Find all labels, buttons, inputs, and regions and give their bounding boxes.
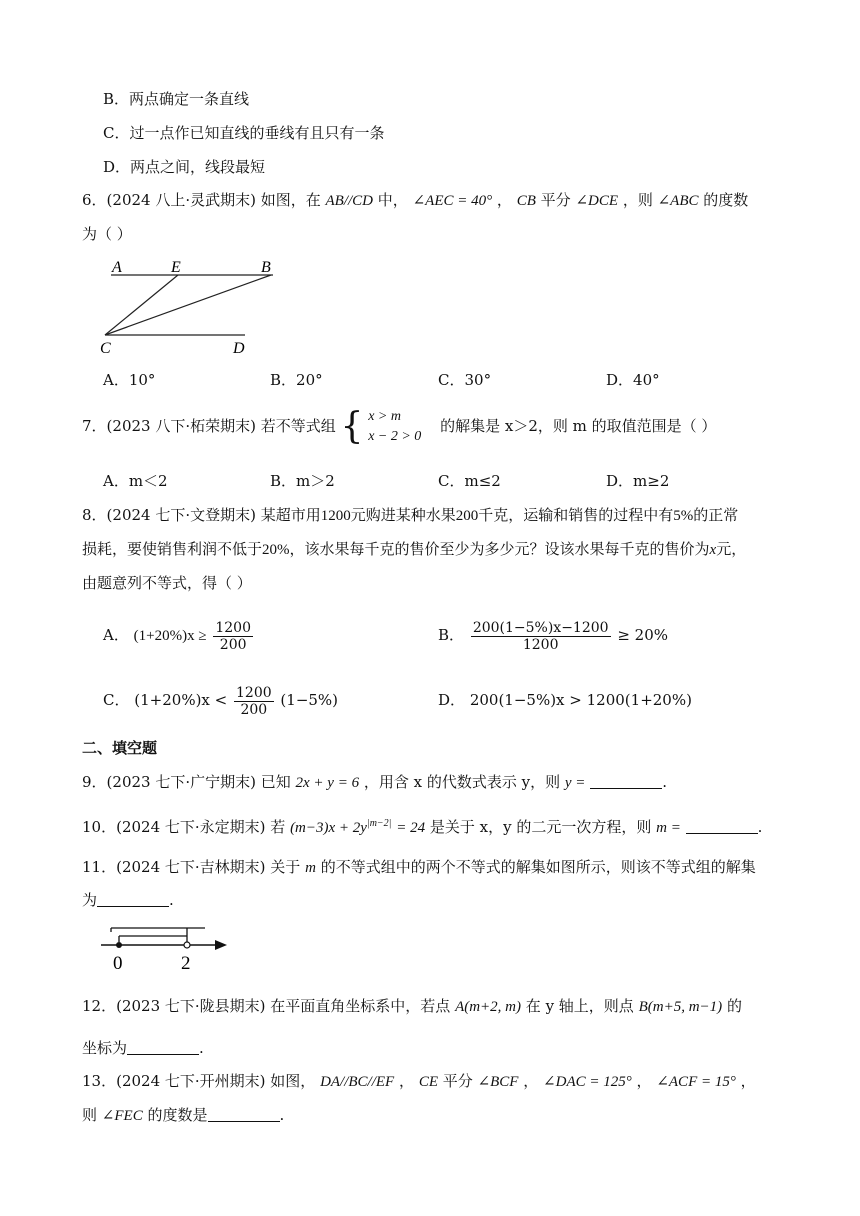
- q8-option-d: D． 200(1−5%)x > 1200(1+20%): [438, 691, 692, 709]
- q6-stem-line2: 为（ ）: [82, 225, 132, 243]
- q7-stem: 7．(2023 八下·柘荣期末) 若不等式组 { x > m x − 2 > 0 的解集是 x＞2，则 m 的取值范围是（ ）: [82, 406, 717, 447]
- section-title: 二、填空题: [82, 739, 158, 757]
- fraction: $\frac{1200}{200}$: [236, 684, 272, 718]
- q5-option-c: C．过一点作已知直线的垂线有且只有一条: [103, 124, 385, 142]
- q6-label-a: A: [112, 259, 122, 276]
- answer-blank[interactable]: [208, 1107, 280, 1122]
- q6-stem-line1: 6．(2024 八上·灵武期末) 如图，在 AB//CD 中， ∠AEC = 40° ， CB 平分 ∠DCE ，则 ∠ABC 的度数: [82, 191, 749, 209]
- q6-option-c: C．30°: [438, 371, 492, 389]
- q6-label-b: B: [261, 259, 271, 276]
- q13-stem-line2: 则 ∠FEC 的度数是 .: [82, 1106, 285, 1124]
- fraction: $\frac{1200}{200}$: [215, 619, 251, 653]
- tick-label-0: 0: [113, 953, 123, 972]
- q13-stem-line1: 13．(2024 七下·开州期末) 如图， DA//BC//EF ， CE 平分 ∠BCF ， ∠DAC = 125° ， ∠ACF = 15° ，: [82, 1072, 756, 1090]
- q9-stem: 9．(2023 七下·广宁期末) 已知 2x + y = 6 ，用含 x 的代数式表示 y，则 y = .: [82, 773, 667, 791]
- q6-option-a: A．10°: [103, 371, 156, 389]
- q7-option-d: D．m≥2: [606, 472, 670, 490]
- q6-figure: [95, 255, 285, 357]
- q7-option-a: A．m＜2: [103, 472, 168, 490]
- q5-option-d: D．两点之间，线段最短: [103, 158, 266, 176]
- q6-label-d: D: [233, 340, 245, 357]
- q8-option-c: C． (1+20%)x < $\frac{1200}{200}$ (1−5%): [103, 684, 339, 718]
- q8-stem-line3: 由题意列不等式，得（ ）: [82, 574, 252, 592]
- q8-stem-line2: 损耗，要使销售利润不低于20%，该水果每千克的售价至少为多少元？设该水果每千克的售价为x元，: [82, 540, 747, 558]
- tick-label-2: 2: [181, 953, 191, 972]
- q11-stem-line1: 11．(2024 七下·吉林期末) 关于 m 的不等式组中的两个不等式的解集如图所示，则该不等式组的解集: [82, 858, 756, 876]
- q6-option-d: D．40°: [606, 371, 660, 389]
- q7-option-b: B．m＞2: [270, 472, 335, 490]
- q11-number-line: [95, 918, 235, 972]
- fraction: $\frac{200(1-5\%)x-1200}{1200}$: [472, 619, 609, 653]
- q8-option-a: A． (1+20%)x ≥ $\frac{1200}{200}$: [103, 619, 251, 653]
- q6-label-e: E: [171, 259, 181, 276]
- q5-option-b: B．两点确定一条直线: [103, 90, 250, 108]
- q8-stem-line1: 8．(2024 七下·文登期末) 某超市用1200元购进某种水果200千克，运输和销售的过程中有5%的正常: [82, 506, 739, 524]
- answer-blank[interactable]: [590, 774, 662, 789]
- q7-option-c: C．m≤2: [438, 472, 501, 490]
- q6-option-b: B．20°: [270, 371, 323, 389]
- q12-stem-line2: 坐标为 .: [82, 1039, 204, 1057]
- answer-blank[interactable]: [127, 1040, 199, 1055]
- q12-stem-line1: 12．(2023 七下·陇县期末) 在平面直角坐标系中，若点 A(m+2, m) 在 y 轴上，则点 B(m+5, m−1) 的: [82, 997, 742, 1015]
- answer-blank[interactable]: [686, 819, 758, 834]
- q7-inequality-system: x > m x − 2 > 0: [368, 409, 422, 444]
- q11-stem-line2: 为 .: [82, 891, 174, 909]
- brace-symbol: {: [340, 406, 364, 447]
- q6-label-c: C: [100, 340, 111, 357]
- q10-stem: 10．(2024 七下·永定期末) 若 $(m-3)x + 2y^{|m-2|} = 24$ 是关于 x，y 的二元一次方程，则 m = .: [82, 818, 763, 836]
- answer-blank[interactable]: [97, 892, 169, 907]
- q8-option-b: B． $\frac{200(1-5\%)x-1200}{1200}$ ≥ 20%: [438, 619, 669, 653]
